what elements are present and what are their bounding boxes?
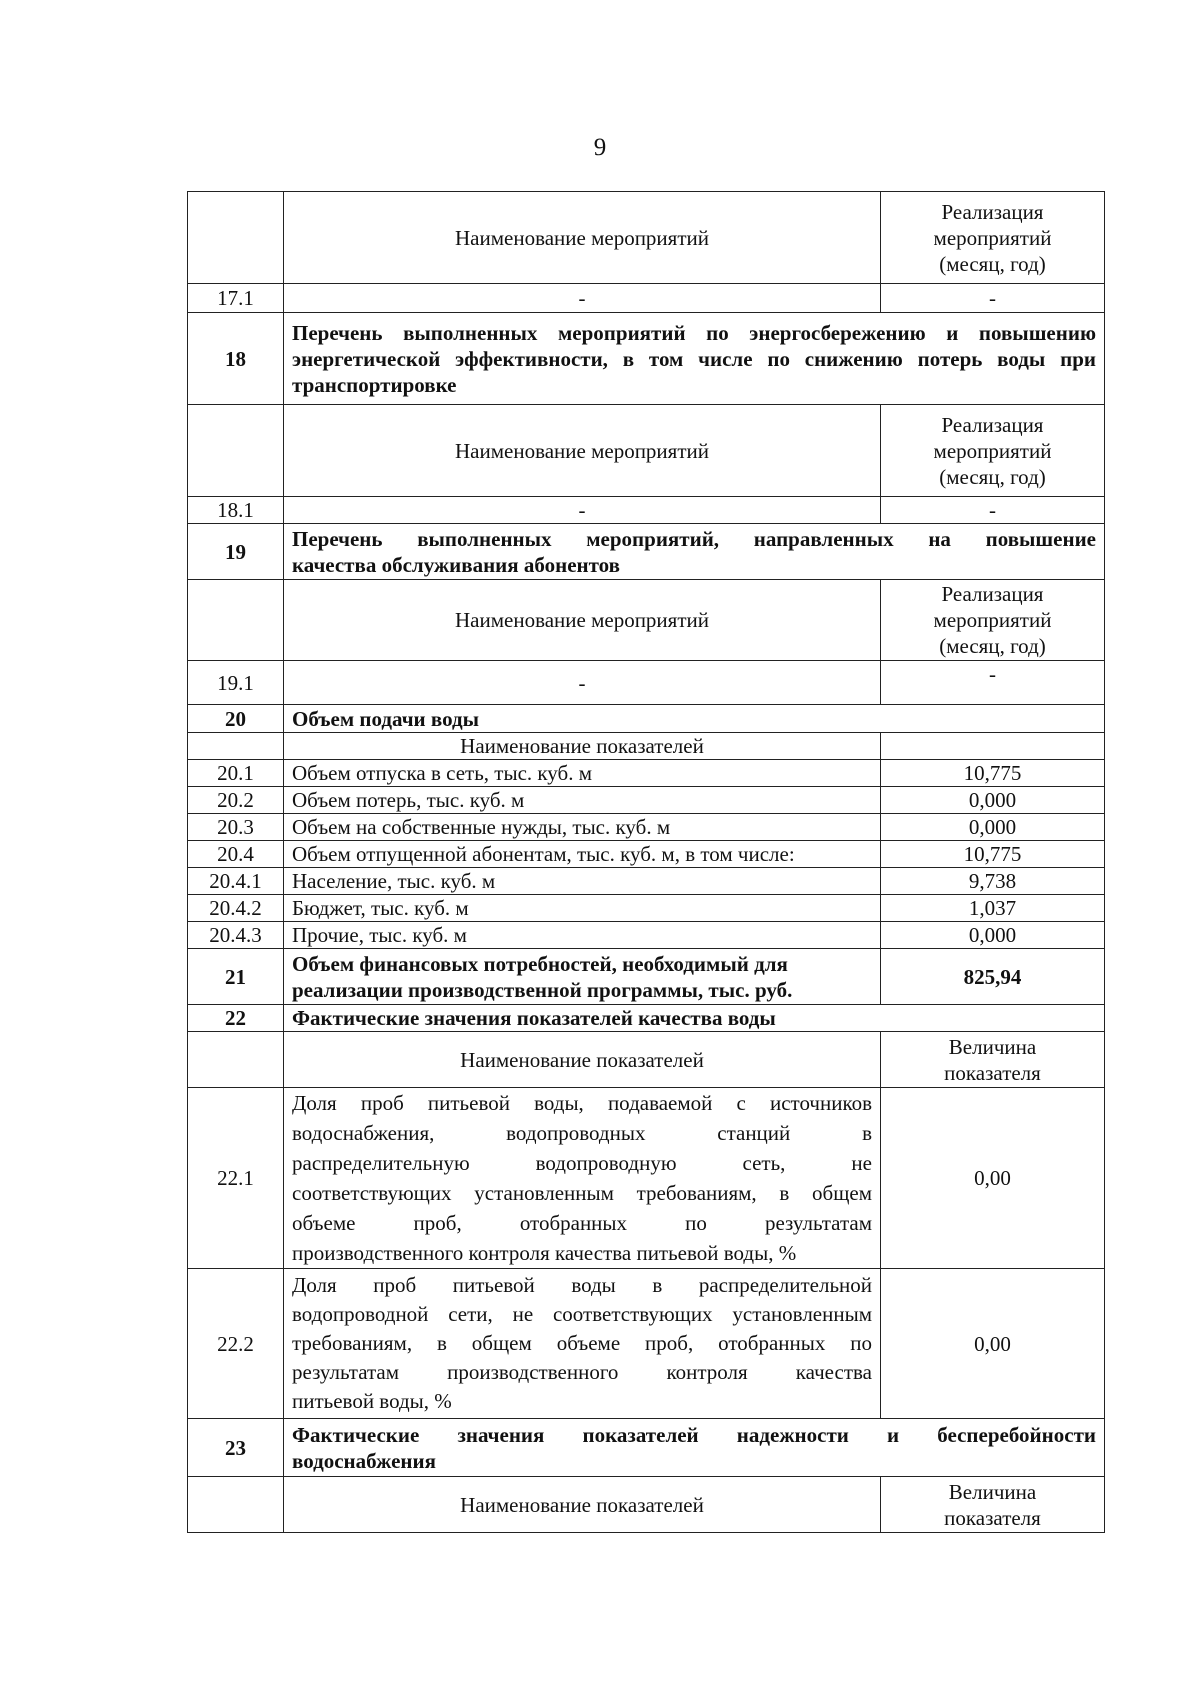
row-value: 10,775	[881, 841, 1105, 868]
row-22-2	[188, 1269, 1105, 1419]
section-title-line: энергетической эффективности, в том числе по снижению потерь воды при	[292, 346, 1096, 371]
row-value: 0,000	[881, 922, 1105, 949]
row-18	[188, 313, 1105, 405]
dash-cell: -	[881, 661, 1105, 705]
header-row-activities	[188, 192, 1105, 284]
section-title-line: качества обслуживания абонентов	[292, 552, 620, 577]
row-name: Объем отпуска в сеть, тыс. куб. м	[284, 760, 881, 787]
row-value: 9,738	[881, 868, 1105, 895]
row-number: 20.3	[188, 814, 284, 841]
header-row-indicators	[188, 1032, 1105, 1088]
table-row	[188, 787, 1105, 814]
table-row	[188, 814, 1105, 841]
header-impl-line: Реализация	[941, 199, 1044, 224]
row-value: 1,037	[881, 895, 1105, 922]
header-impl-line: мероприятий	[933, 225, 1052, 250]
header-impl-line: (месяц, год)	[939, 464, 1046, 489]
row-name: Бюджет, тыс. куб. м	[284, 895, 881, 922]
row-number: 19.1	[188, 661, 284, 705]
row-number: 20.1	[188, 760, 284, 787]
header-indicators-cell: Наименование показателей	[284, 1032, 881, 1088]
table-row	[188, 922, 1105, 949]
row-19	[188, 524, 1105, 580]
row-name-line: Доля проб питьевой воды, подаваемой с источников	[292, 1091, 872, 1115]
section-number: 21	[188, 949, 284, 1005]
section-title	[284, 313, 1105, 405]
row-value: 0,000	[881, 814, 1105, 841]
section-number: 19	[188, 524, 284, 580]
row-name-line: питьевой воды, %	[292, 1389, 452, 1413]
row-21	[188, 949, 1105, 1005]
row-number: 18.1	[188, 497, 284, 524]
table-row	[188, 895, 1105, 922]
row-name	[284, 1088, 881, 1269]
header-impl-cell	[881, 405, 1105, 497]
header-row-activities	[188, 405, 1105, 497]
empty-cell	[188, 1477, 284, 1533]
section-title	[284, 524, 1105, 580]
row-22-1	[188, 1088, 1105, 1269]
header-value-cell	[881, 1477, 1105, 1533]
empty-cell	[188, 192, 284, 284]
row-number: 20.4.2	[188, 895, 284, 922]
empty-cell	[188, 580, 284, 661]
section-title: Объем подачи воды	[284, 705, 1105, 733]
header-value-line: Величина	[948, 1479, 1037, 1504]
row-number: 20.4	[188, 841, 284, 868]
row-value: 0,000	[881, 787, 1105, 814]
section-title	[284, 949, 881, 1005]
section-title-line: Объем финансовых потребностей, необходимый для	[292, 951, 788, 976]
section-title-line: Фактические значения показателей надежности и бесперебойности	[292, 1422, 1096, 1447]
section-title-line: транспортировке	[292, 372, 457, 397]
row-name-line: соответствующих установленным требованиям, в общем	[292, 1181, 872, 1205]
dash-cell: -	[881, 284, 1105, 313]
row-name-line: производственного контроля качества питьевой воды, %	[292, 1241, 797, 1265]
header-impl-line: (месяц, год)	[939, 634, 1046, 658]
row-23	[188, 1419, 1105, 1477]
section-number: 18	[188, 313, 284, 405]
section-title-line: Перечень выполненных мероприятий по энергосбережению и повышению	[292, 320, 1096, 345]
row-number: 20.4.3	[188, 922, 284, 949]
header-row-indicators	[188, 733, 1105, 760]
row-name: Объем потерь, тыс. куб. м	[284, 787, 881, 814]
row-18-1	[188, 497, 1105, 524]
header-value-cell	[881, 1032, 1105, 1088]
row-name-line: Доля проб питьевой воды в распределительной	[292, 1273, 872, 1297]
row-name-line: водоснабжения, водопроводных станций в	[292, 1121, 872, 1145]
header-value-line: Величина	[948, 1034, 1037, 1059]
row-value: 0,00	[881, 1088, 1105, 1269]
row-name-line: результатам производственного контроля качества	[292, 1360, 872, 1384]
header-row-indicators	[188, 1477, 1105, 1533]
row-name-line: распределительную водопроводную сеть, не	[292, 1151, 872, 1175]
section-number: 23	[188, 1419, 284, 1477]
header-row-activities	[188, 580, 1105, 661]
dash-cell: -	[284, 284, 881, 313]
dash-cell: -	[881, 497, 1105, 524]
row-name-line: объеме проб, отобранных по результатам	[292, 1211, 872, 1235]
header-impl-cell	[881, 580, 1105, 661]
section-title-line: водоснабжения	[292, 1448, 436, 1473]
section-number: 20	[188, 705, 284, 733]
empty-cell	[188, 733, 284, 760]
row-number: 20.4.1	[188, 868, 284, 895]
row-name	[284, 1269, 881, 1419]
page-number: 9	[593, 134, 607, 161]
header-impl-line: мероприятий	[933, 438, 1052, 463]
row-19-1	[188, 661, 1105, 705]
row-name: Население, тыс. куб. м	[284, 868, 881, 895]
header-impl-line: мероприятий	[933, 608, 1052, 632]
row-value: 825,94	[881, 949, 1105, 1005]
empty-cell	[188, 405, 284, 497]
section-title-line: Перечень выполненных мероприятий, направленных на повышение	[292, 526, 1096, 551]
empty-cell	[881, 733, 1105, 760]
header-indicators-cell: Наименование показателей	[284, 733, 881, 760]
row-20	[188, 705, 1105, 733]
row-name: Прочие, тыс. куб. м	[284, 922, 881, 949]
dash-cell: -	[284, 661, 881, 705]
section-title-line: реализации производственной программы, тыс. руб.	[292, 977, 793, 1002]
row-number: 20.2	[188, 787, 284, 814]
row-number: 22.1	[188, 1088, 284, 1269]
header-name-cell: Наименование мероприятий	[284, 405, 881, 497]
header-impl-line: Реализация	[941, 582, 1044, 606]
table-row	[188, 841, 1105, 868]
row-17-1	[188, 284, 1105, 313]
header-value-line: показателя	[944, 1060, 1041, 1085]
row-name: Объем отпущенной абонентам, тыс. куб. м, в том числе:	[284, 841, 881, 868]
row-number: 22.2	[188, 1269, 284, 1419]
dash-cell: -	[284, 497, 881, 524]
table-row	[188, 868, 1105, 895]
header-impl-cell	[881, 192, 1105, 284]
row-value: 10,775	[881, 760, 1105, 787]
header-name-cell: Наименование мероприятий	[284, 192, 881, 284]
row-name-line: требованиям, в общем объеме проб, отобранных по	[292, 1331, 872, 1355]
header-value-line: показателя	[944, 1505, 1041, 1530]
section-title: Фактические значения показателей качества воды	[284, 1005, 1105, 1032]
row-name: Объем на собственные нужды, тыс. куб. м	[284, 814, 881, 841]
row-22	[188, 1005, 1105, 1032]
indicators-table	[187, 191, 1105, 1533]
section-title	[284, 1419, 1105, 1477]
table-row	[188, 760, 1105, 787]
section-number: 22	[188, 1005, 284, 1032]
header-impl-line: (месяц, год)	[939, 251, 1046, 276]
row-name-line: водопроводной сети, не соответствующих установленным	[292, 1302, 872, 1326]
header-name-cell: Наименование мероприятий	[284, 580, 881, 661]
empty-cell	[188, 1032, 284, 1088]
header-indicators-cell: Наименование показателей	[284, 1477, 881, 1533]
row-value: 0,00	[881, 1269, 1105, 1419]
row-number: 17.1	[188, 284, 284, 313]
header-impl-line: Реализация	[941, 412, 1044, 437]
